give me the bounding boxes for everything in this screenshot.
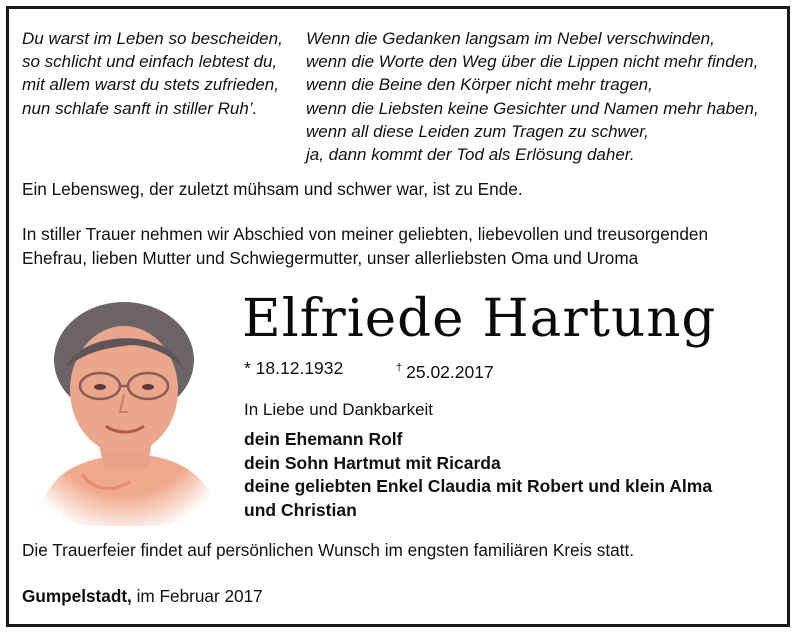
mourner: deine geliebten Enkel Claudia mit Robert und klein Alma [244,476,713,496]
mourners-list [244,428,764,522]
farewell-text: In stiller Trauer nehmen wir Abschied von meiner geliebten, liebevollen und treusorgenden Ehefrau, lieben Mutter und Schwiegermutter, unser allerliebsten Oma und Uroma [22,224,708,268]
life-dates [244,356,494,382]
poem-line: wenn die Beine den Körper nicht mehr tragen, [306,75,653,95]
place-date-line [22,584,263,608]
mourner: und Christian [244,499,357,520]
poem-right [306,27,759,166]
death-date-group [396,356,494,384]
deceased-name: Elfriede Hartung [242,289,717,349]
death-date: 25.02.2017 [406,361,494,382]
poem-left [22,27,283,120]
cross-icon: † [396,362,403,374]
poem-line: so schlicht und einfach lebtest du, [22,52,278,72]
intro-sentence: Ein Lebensweg, der zuletzt mühsam und schwer war, ist zu Ende. [22,179,523,199]
poem-line: mit allem warst du stets zufrieden, [22,75,279,95]
birth-date: * 18.12.1932 [244,358,344,378]
mourner: dein Ehemann Rolf [244,429,403,449]
poem-line: nun schlafe sanft in stiller Ruh’. [22,98,258,118]
poem-line: Du warst im Leben so bescheiden, [22,29,283,48]
portrait-photo [20,290,228,526]
poem-line: wenn die Worte den Weg über die Lippen nicht mehr finden, [306,52,759,72]
poem-line: Wenn die Gedanken langsam im Nebel verschwinden, [306,29,715,48]
mourner: dein Sohn Hartmut mit Ricarda [244,452,501,473]
gratitude-line: In Liebe und Dankbarkeit [244,400,434,419]
place: Gumpelstadt, [22,586,132,606]
poem-line: ja, dann kommt der Tod als Erlösung daher. [306,145,635,165]
poem-line: wenn die Liebsten keine Gesichter und Namen mehr haben, [306,98,759,118]
poem-line: wenn all diese Leiden zum Tragen zu schwer, [306,121,649,141]
place-date: im Februar 2017 [136,586,263,606]
ceremony-notice: Die Trauerfeier findet auf persönlichen Wunsch im engsten familiären Kreis statt. [22,540,635,560]
